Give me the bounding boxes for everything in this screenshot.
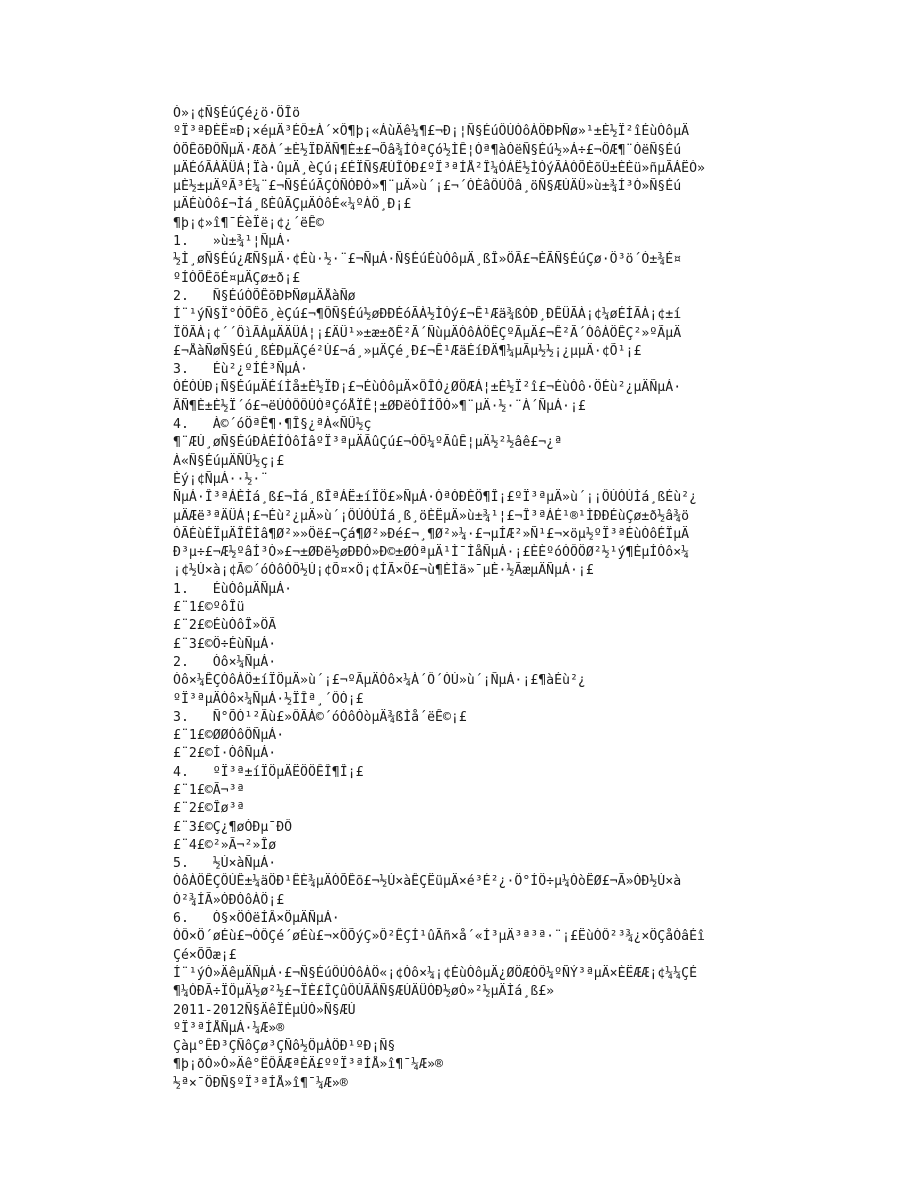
text-line: ÑµÁ·Î³ªÁÈÌá¸ß£¬Ìá¸ßÎªÁË±íÏÖ£»ÑµÁ·ÒªÓÐÈÖ¶Î¡£ºÏ³ªµÄ»ù´¡¡ÔÚÓÚÌá¸ßÉù²¿ [173, 490, 698, 506]
text-line: ºÏ³ªÍÅÑµÁ·¼Æ»® [173, 1020, 285, 1036]
text-line: Òô×¼ÊÇÒôÀÖ±íÏÖµÄ»ù´¡£¬ºÃµÄÒô×¼À´Ô´ÓÚ»ù´¡ÑµÁ·¡£¶àÉù²¿ [173, 673, 586, 689]
text-line: ºÏ³ªÐÈË¤Ð¡×éµÄ³ÉÔ±À´×Ô¶þ¡«ÁùÄê¼¶£¬Ð¡¦Ñ§ÉúÔÚÒôÀÖÐÞÑø»¹±È½Ï²îÉùÒôµÄ [173, 124, 690, 140]
text-line: ÓÃÉùÉÏµÄÎÊÌâ¶Ø²»»Öë£¬Çá¶Ø²»Ðé£¬¸¶Ø²»¼·£¬µÍÆ²»Ñ¹£¬×öµ½ºÏ³ªÉùÒôÉÏµÄ [173, 526, 690, 542]
text-line: £¨3£©Ç¿¶øÓÐµ¯ÐÔ [173, 819, 293, 835]
text-line: ÏÖÃÀ¡¢´´ÔìÃÀµÄÄÜÁ¦¡£ÄÜ¹»±æ±ðÊ²Ã´ÑùµÄÒôÀÖÊÇºÃµÄ£¬Ê²Ã´ÒôÀÖÊÇ²»ºÃµÄ [173, 325, 682, 341]
text-line: 2. Òô×¼ÑµÁ· [173, 654, 277, 670]
text-line: Èý¡¢ÑµÁ··½·¨ [173, 471, 269, 487]
text-line: µÈ½±µÄºÃ³É¼¨£¬Ñ§ÉúÃÇÒÑÓÐÒ»¶¨µÄ»ù´¡£¬´ÓÈâÔÚÔâ¸öÑ§ÆÚÄÜ»ù±¾Í³Ò»Ñ§Éú [173, 179, 682, 195]
text-line: ¶¨ÆÚ¸øÑ§ÉúÐÀÉÍÒôÍâºÏ³ªµÄÃûÇú£¬ÒÔ¼ºÃûÊ¦µÄ½²½âê£¬¿ª [173, 435, 563, 451]
text-line: Ò²¾ÍÃ»ÓÐÒôÀÖ¡£ [173, 892, 285, 908]
text-line: £¨1£©ºôÎü [173, 600, 245, 616]
text-line: ÒÕÊõÐÔÑµÄ·ÆðÀ´±È½ÏÐÄÑ¶È±£¬Õâ¾ÍÒªÇó½ÌÊ¦Òª¶àÓëÑ§Éú½»Á÷£¬ÖÆ¶¨ÓëÑ§Éú [173, 142, 682, 158]
text-line: £¨2£©Îø³ª [173, 801, 245, 817]
text-line: £¨3£©Ö÷ÉùÑµÁ· [173, 636, 277, 652]
text-line: £¨4£©²»Ã¬²»Îø [173, 837, 277, 853]
text-line: ÃÑ¶È±È½Ï´ó£¬ëÙÒÔÔÚÒªÇóÅÏÊ¦±ØÐëÓÎÍÕÒ»¶¨µÄ·½·¨À´ÑµÁ·¡£ [173, 398, 586, 414]
text-line: ÒÔ×Ö´øÉù£¬ÒÔÇé´øÉù£¬×ÖÕýÇ»Ô²ÊÇÍ¹ûÃñ×å´«Í³µÄ³ª³ª·¨¡£ËùÒÔ²³¾¿×ÖÇåÒâÉî [173, 929, 705, 945]
text-line: ºÏ³ªµÄÒô×¼ÑµÁ·½ÏÎª¸´ÔÓ¡£ [173, 691, 364, 707]
text-line: ¶¼ÓÐÃ÷ÏÔµÄ½ø²½£¬ÏÈ£ÎÇûÔÚÃÂÑ§ÆÚÄÜÓÐ½øÒ»²½µÄÌá¸ß£» [173, 984, 555, 1000]
text-line: 5. ½Ú×àÑµÁ· [173, 856, 277, 872]
text-line: £¨1£©Ã¬³ª [173, 782, 245, 798]
text-line: Çé×ÕÕæ¡£ [173, 947, 237, 963]
text-line: 2011-2012Ñ§ÄêÏÈµÚÒ»Ñ§ÆÚ [173, 1002, 356, 1018]
text-line: £¨2£©Í·ÒôÑµÁ· [173, 746, 277, 762]
text-line: 1. ÉùÒôµÄÑµÁ· [173, 581, 293, 597]
text-line: 4. À©´óÖªÊ¶·¶Î§¿ªÀ«ÑÛ½ç [173, 417, 372, 433]
text-line: ½ª×¯ÖÐÑ§ºÏ³ªÍÅ»î¶¯¼Æ»® [173, 1075, 348, 1091]
text-line: µÄÉóÃÀÄÜÁ¦Ïà·ûµÄ¸èÇú¡£ÉÏÑ§ÆÚÎÒÐ£ºÏ³ªÍÅ²Î¼ÓÁË½ÌÓýÃÀÒÕÈõÛ±ÈÈü»ñµÃÁËÒ» [173, 160, 705, 176]
text-line: ÒôÀÖÊÇÔÚÊ±¼äÖÐ¹ÊÈ¾µÄÒÕÊõ£¬½Ú×àÊÇËüµÄ×é³É²¿·Ö°ÍÖ÷µ¼ÒòËØ£¬Ã»ÓÐ½Ú×à [173, 874, 682, 890]
text-line: ¶þ¡ðÒ»Ò»Äê°ËÔÂÆªÈÄ£ººÏ³ªÍÅ»î¶¯¼Æ»® [173, 1057, 443, 1073]
text-line: µÄÆë³ªÄÜÁ¦£¬Éù²¿µÄ»ù´¡ÔÚÓÚÌá¸ß¸öÈËµÄ»ù±¾¹¦£¬Î³ªÁÉ¹®¹ÌÐÐÉùÇø±ð½â¾ö [173, 508, 690, 524]
text-line: 6. Ò§×ÖÓëÍÂ×ÖµÄÑµÁ· [173, 911, 340, 927]
text-line: À«Ñ§ÉúµÄÑÛ½ç¡£ [173, 453, 285, 469]
text-line: Çàµ°ÊÐ³ÇÑôÇø³ÇÑô½ÖµÀÖÐ¹ºÐ¡Ñ§ [173, 1039, 396, 1055]
text-line: Í¨¹ýÑ§Ï°ÒÕÊõ¸èÇú£¬¶ÔÑ§Éú½øÐÐÉóÃÀ½ÌÓý£¬Ê¹Æä¾ßÓÐ¸ÐÊÜÃÀ¡¢¼øÉÍÃÀ¡¢±í [173, 307, 682, 323]
text-line: £¨1£©ØØÒôÔÑµÁ· [173, 728, 285, 744]
document-page [173, 105, 893, 1093]
text-line: ¶þ¡¢»î¶¯ÉèÏë¡¢¿´ëÊ© [173, 215, 324, 231]
text-line: 2. Ñ§ÉúÒÕÊõÐÞÑøµÄÅàÑø [173, 288, 356, 304]
text-line: ÓÉÓÚÐ¡Ñ§ÉúµÄÉíÌå±È½ÏÐ¡£¬ÉùÒôµÄ×ÔÎÒ¿ØÖÆÁ¦±È½Ï²î£¬ÉùÒô·ÖÉù²¿µÄÑµÁ· [173, 380, 682, 396]
text-line: µÄÉùÒô£¬Ìá¸ßÈûÃÇµÄÒôÉ«¼ºÀÖ¸Ð¡£ [173, 197, 412, 213]
text-line: ºÍÒÕÊõÉ¤µÄÇø±ð¡£ [173, 270, 301, 286]
text-line: Ò»¡¢Ñ§ÉúÇé¿ö·ÖÎö [173, 106, 301, 121]
text-line: 3. Ñ°ÕÒ¹²Ãù£»ÔÃÀ©´óÒôÓòµÄ¾ßÌå´ëÊ©¡£ [173, 709, 467, 725]
text-line: Ð³µ÷£¬Æ½ºâÍ³Ò»£¬±ØÐë½øÐÐÒ»Ð©±ØÒªµÄ¹Ì¯ÌåÑµÁ·¡£ÈÈºóÓÔÖØ²½¹ý¶ÈµÍÒô×¼ [173, 545, 690, 561]
text-line: 1. »ù±¾¹¦ÑµÁ· [173, 234, 293, 250]
text-line: Í¨¹ýÒ»ÄêµÄÑµÁ·£¬Ñ§ÉúÔÚÒôÀÖ«¡¢Òô×¼¡¢ÉùÒôµÄ¿ØÖÆÒÔ¼ºÑÝ³ªµÄ×ÈËÆÆ¡¢¼¼ÇÉ [173, 965, 698, 981]
text-line: ½Ì¸øÑ§Éú¿ÆÑ§µÄ·¢Éù·½·¨£¬ÑµÁ·Ñ§ÉúÉùÒôµÄ¸ßÎ»ÖÃ£¬ÈÃÑ§ÉúÇø·Ö³ö´Ó±¾É¤ [173, 252, 682, 268]
text-line: 4. ºÏ³ª±íÏÖµÄËÖÖÊÎ¶Î¡£ [173, 764, 364, 780]
text-line: ¡¢½Ú×à¡¢Ã©´óÒôÓÔ½Ú¡¢Õ¤×Ö¡¢ÍÃ×Ö£¬ù¶ÈÌä»¯µÈ·½ÃæµÄÑµÁ·¡£ [173, 563, 594, 579]
text-line: 3. Éù²¿ºÍÉ³ÑµÁ· [173, 362, 308, 378]
text-line: £¬ÅàÑøÑ§Éú¸ßÉÐµÄÇé²Ù£¬á¸»µÄÇé¸Ð£¬Ê¹ÆäÉíÐÄ¶¼µÃµ½½¡¿µµÄ·¢Õ¹¡£ [173, 343, 642, 359]
text-line: £¨2£©ÉùÒôÎ»ÖÃ [173, 618, 277, 634]
